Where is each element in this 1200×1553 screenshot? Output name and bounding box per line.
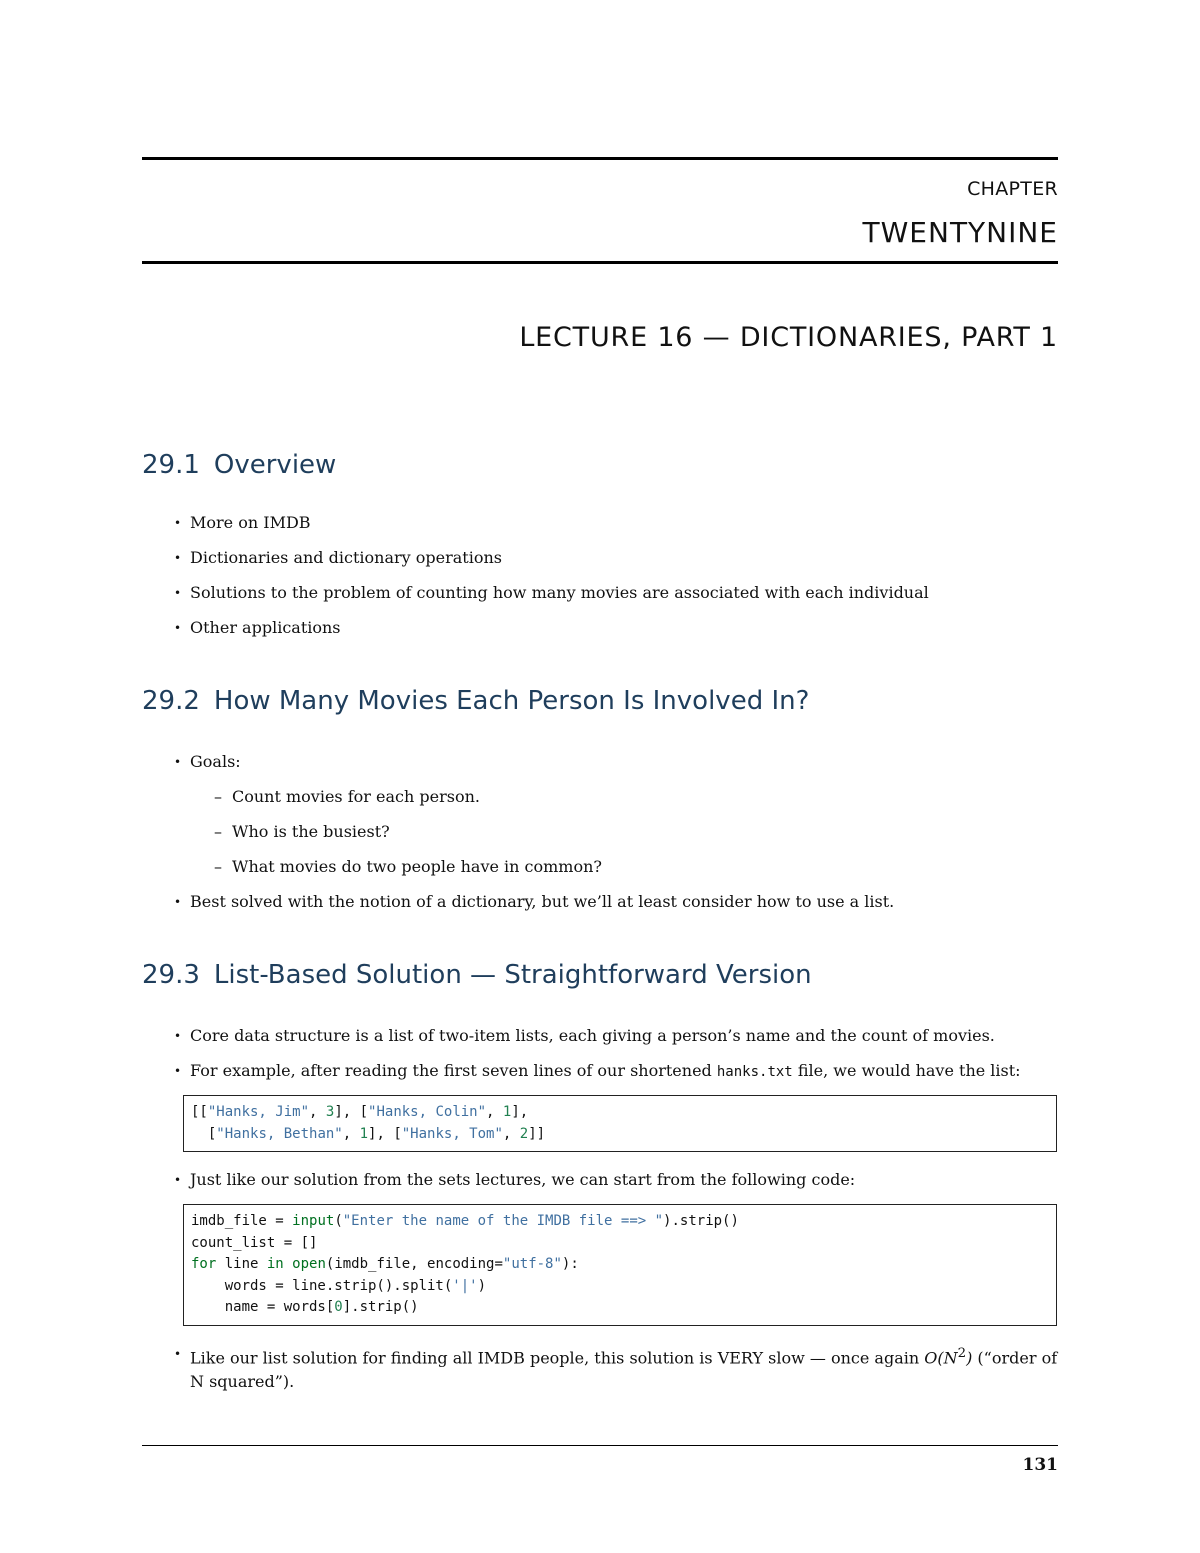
bullet-icon: • xyxy=(174,516,182,530)
list-item-text: Best solved with the notion of a dictionary, but we’ll at least consider how to use a list. xyxy=(190,892,895,911)
code-string: "Hanks, Colin" xyxy=(368,1104,487,1120)
page-number: 131 xyxy=(1022,1455,1058,1475)
sublist-item xyxy=(190,785,1062,809)
code-number: 1 xyxy=(359,1125,369,1142)
sublist-item-text: Who is the busiest? xyxy=(232,822,390,841)
list-item-text: Core data structure is a list of two-item lists, each giving a person’s name and the count of movies. xyxy=(190,1026,995,1045)
dash-icon: – xyxy=(214,787,222,806)
bullet-icon: • xyxy=(174,1064,182,1078)
code-number: 3 xyxy=(325,1104,335,1120)
code-keyword: in xyxy=(266,1256,284,1272)
bullet-icon: • xyxy=(174,586,182,600)
sublist-item xyxy=(190,855,1062,879)
dash-icon: – xyxy=(214,857,222,876)
sublist-item xyxy=(190,820,1062,844)
sublist-item-text: What movies do two people have in common? xyxy=(232,857,602,876)
list-item-text: Goals: xyxy=(190,752,241,771)
code-token: , xyxy=(502,1125,520,1142)
list-item xyxy=(142,616,1062,640)
big-o-exponent: 2 xyxy=(957,1346,967,1361)
bullet-icon: • xyxy=(174,755,182,769)
list-item-text: Solutions to the problem of counting how many movies are associated with each individual xyxy=(190,583,929,602)
code-token: ).strip() xyxy=(663,1213,739,1229)
big-o-math-close: ) xyxy=(966,1348,973,1368)
code-token: ], xyxy=(511,1104,529,1120)
section-title: How Many Movies Each Person Is Involved In? xyxy=(213,686,810,716)
bullet-icon: • xyxy=(174,895,182,909)
overview-list xyxy=(142,511,1062,651)
goals-list xyxy=(142,750,1062,925)
code-builtin: open xyxy=(292,1256,326,1272)
code-string: "utf-8" xyxy=(502,1256,562,1272)
code-token: name = words[ xyxy=(191,1299,335,1315)
section-title: Overview xyxy=(213,450,337,480)
code-token: line xyxy=(216,1256,267,1272)
section-title: List-Based Solution — Straightforward Version xyxy=(213,960,812,990)
list-item-text: For example, after reading the first seven lines of our shortened xyxy=(190,1061,717,1080)
section-heading-how-many-movies xyxy=(142,686,809,716)
section-number: 29.2 xyxy=(142,686,200,716)
code-token: , xyxy=(342,1125,360,1142)
code-builtin: input xyxy=(292,1213,335,1229)
code-token: [[ xyxy=(191,1104,208,1120)
code-token xyxy=(284,1256,292,1272)
bullet-icon: • xyxy=(174,621,182,635)
list-item-text: file, we would have the list: xyxy=(792,1061,1021,1080)
list-item-text: (“order of N squared”). xyxy=(190,1348,1058,1392)
list-item xyxy=(142,1059,1062,1084)
top-rule xyxy=(142,157,1058,160)
section-number: 29.3 xyxy=(142,960,200,990)
code-string: "Hanks, Bethan" xyxy=(216,1125,343,1142)
list-item xyxy=(142,1342,1062,1394)
sublist-item-text: Count movies for each person. xyxy=(232,787,480,806)
solution-list-a xyxy=(142,1024,1062,1095)
solution-list-b xyxy=(142,1168,1062,1203)
code-keyword: for xyxy=(191,1256,217,1272)
chapter-number: TWENTYNINE xyxy=(862,216,1058,249)
bullet-icon: • xyxy=(174,551,182,565)
list-item xyxy=(142,1024,1062,1048)
big-o-math: O(N xyxy=(924,1348,958,1368)
bullet-icon: • xyxy=(174,1347,182,1361)
code-token: ]] xyxy=(528,1125,546,1142)
section-heading-overview xyxy=(142,450,336,480)
code-number: 1 xyxy=(502,1104,512,1120)
code-token: ], [ xyxy=(334,1104,369,1120)
chapter-bottom-rule xyxy=(142,261,1058,264)
section-heading-list-based-solution xyxy=(142,960,812,990)
code-token: ].strip() xyxy=(342,1299,419,1315)
footer-rule xyxy=(142,1445,1058,1446)
code-token: (imdb_file, encoding= xyxy=(325,1256,503,1272)
inline-code-filename: hanks.txt xyxy=(716,1064,793,1080)
code-token: imdb_file = xyxy=(191,1213,293,1229)
list-item xyxy=(142,1168,1062,1192)
list-item xyxy=(142,511,1062,535)
list-item xyxy=(142,581,1062,605)
lecture-title: LECTURE 16 — DICTIONARIES, PART 1 xyxy=(519,322,1058,353)
code-number: 2 xyxy=(519,1125,529,1142)
goals-sublist xyxy=(190,785,1062,879)
code-token: count_list = [] xyxy=(191,1234,318,1251)
list-item-text: Other applications xyxy=(190,618,341,637)
code-token: ( xyxy=(334,1213,343,1229)
code-string: "Enter the name of the IMDB file ==> " xyxy=(342,1213,664,1229)
list-item-text: More on IMDB xyxy=(190,513,311,532)
code-token: , xyxy=(309,1104,326,1120)
bullet-icon: • xyxy=(174,1173,182,1187)
list-item-text: Like our list solution for finding all IMDB people, this solution is VERY slow — once again xyxy=(190,1348,925,1368)
code-token: ) xyxy=(477,1277,487,1294)
code-token: ): xyxy=(561,1256,579,1272)
bullet-icon: • xyxy=(174,1029,182,1043)
code-string: '|' xyxy=(452,1277,478,1294)
list-item xyxy=(142,546,1062,570)
dash-icon: – xyxy=(214,822,222,841)
code-number: 0 xyxy=(334,1299,343,1315)
code-token: , xyxy=(486,1104,503,1120)
code-string: "Hanks, Jim" xyxy=(207,1104,310,1120)
solution-list-c xyxy=(142,1342,1062,1405)
list-item xyxy=(142,750,1062,879)
code-block-starter-code xyxy=(183,1204,1057,1326)
code-block-example-list xyxy=(183,1095,1057,1152)
chapter-label: CHAPTER xyxy=(967,178,1058,200)
list-item-text: Dictionaries and dictionary operations xyxy=(190,548,502,567)
list-item xyxy=(142,890,1062,914)
code-token: [ xyxy=(191,1125,217,1142)
section-number: 29.1 xyxy=(142,450,200,480)
code-string: "Hanks, Tom" xyxy=(401,1125,503,1142)
code-token: ], [ xyxy=(368,1125,402,1142)
code-token: words = line.strip().split( xyxy=(191,1277,453,1294)
list-item-text: Just like our solution from the sets lectures, we can start from the following code: xyxy=(190,1170,856,1189)
